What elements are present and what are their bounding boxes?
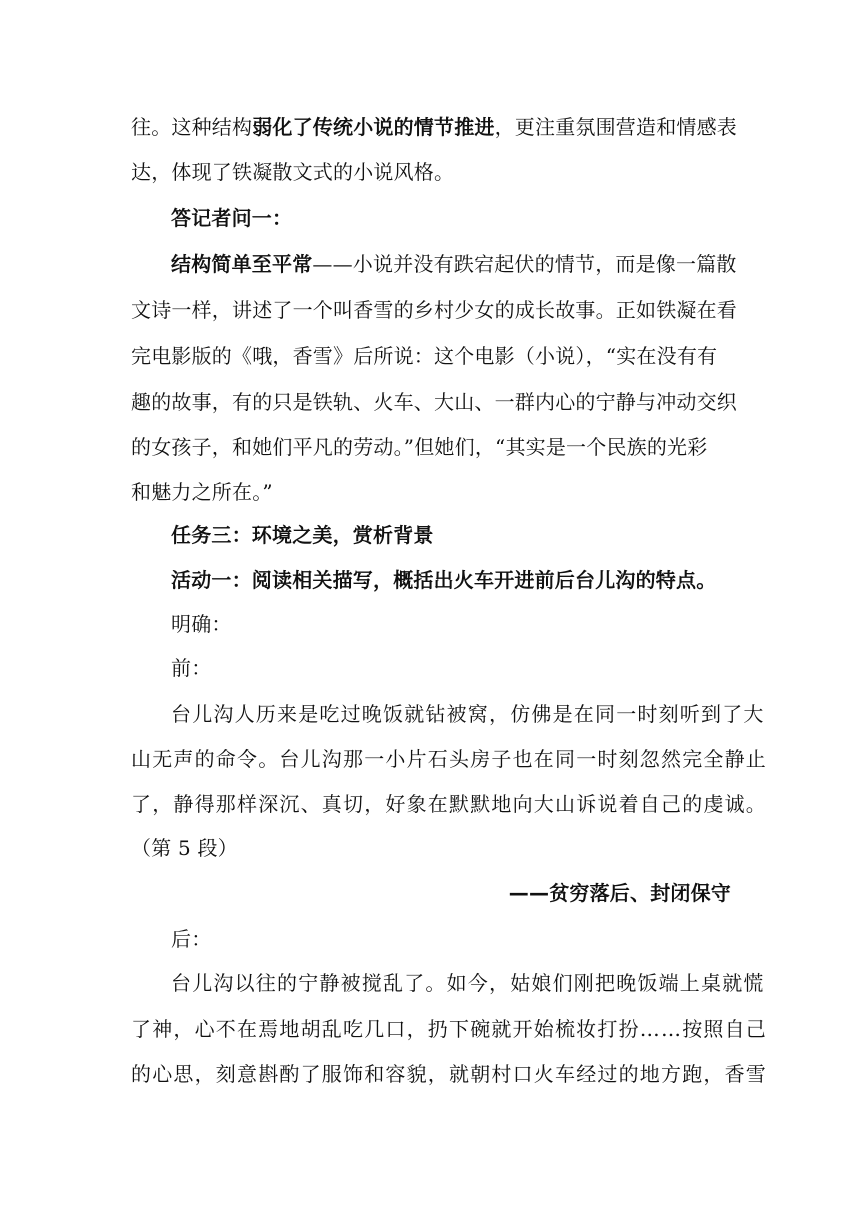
activity-heading: 活动一：阅读相关描写，概括出火车开进前后台儿沟的特点。 xyxy=(171,568,717,592)
paragraph-line: 达，体现了铁凝散文式的小说风格。 xyxy=(131,160,455,184)
quote-line: 了神，心不在焉地胡乱吃几口，扔下碗就开始梳妆打扮……按照自己 xyxy=(131,1017,767,1041)
quote-line: 台儿沟人历来是吃过晚饭就钻被窝，仿佛是在同一时刻听到了大 xyxy=(171,702,765,726)
quote-line: 了，静得那样深沉、真切，好象在默默地向大山诉说着自己的虔诚。 xyxy=(131,792,767,816)
text-run: 往。这种结构 xyxy=(131,115,253,139)
quote-source: （第 5 段） xyxy=(131,836,238,860)
paragraph-line: 完电影版的《哦，香雪》后所说：这个电影（小说），“实在没有有 xyxy=(131,344,718,368)
paragraph-line xyxy=(131,112,738,142)
summary-before: ——贫穷落后、封闭保守 xyxy=(508,881,731,905)
text-run: ，更注重氛围营造和情感表 xyxy=(494,115,738,139)
paragraph-line: 和魅力之所在。” xyxy=(131,480,273,504)
paragraph-line: 的女孩子，和她们平凡的劳动。”但她们，“其实是一个民族的光彩 xyxy=(131,435,708,459)
text-run: ——小说并没有跌宕起伏的情节，而是像一篇散 xyxy=(312,252,737,276)
paragraph-line xyxy=(171,249,737,279)
paragraph-line: 文诗一样，讲述了一个叫香雪的乡村少女的成长故事。正如铁凝在看 xyxy=(131,298,737,322)
quote-line: 台儿沟以往的宁静被搅乱了。如今，姑娘们刚把晚饭端上桌就慌 xyxy=(171,971,765,995)
task-heading: 任务三：环境之美，赏析背景 xyxy=(171,523,434,547)
paragraph-line: 趣的故事，有的只是铁轨、火车、大山、一群内心的宁静与冲动交织 xyxy=(131,390,737,414)
bold-text-run: 弱化了传统小说的情节推进 xyxy=(252,115,495,139)
bold-text-run: 结构简单至平常 xyxy=(171,252,313,276)
section-heading: 答记者问一： xyxy=(171,206,293,230)
quote-line: 山无声的命令。台儿沟那一小片石头房子也在同一时刻忽然完全静止 xyxy=(131,747,767,771)
quote-line: 的心思，刻意斟酌了服饰和容貌，就朝村口火车经过的地方跑，香雪 xyxy=(131,1062,767,1086)
after-label: 后： xyxy=(171,927,212,951)
before-label: 前： xyxy=(171,656,212,680)
answer-label: 明确： xyxy=(171,612,232,636)
